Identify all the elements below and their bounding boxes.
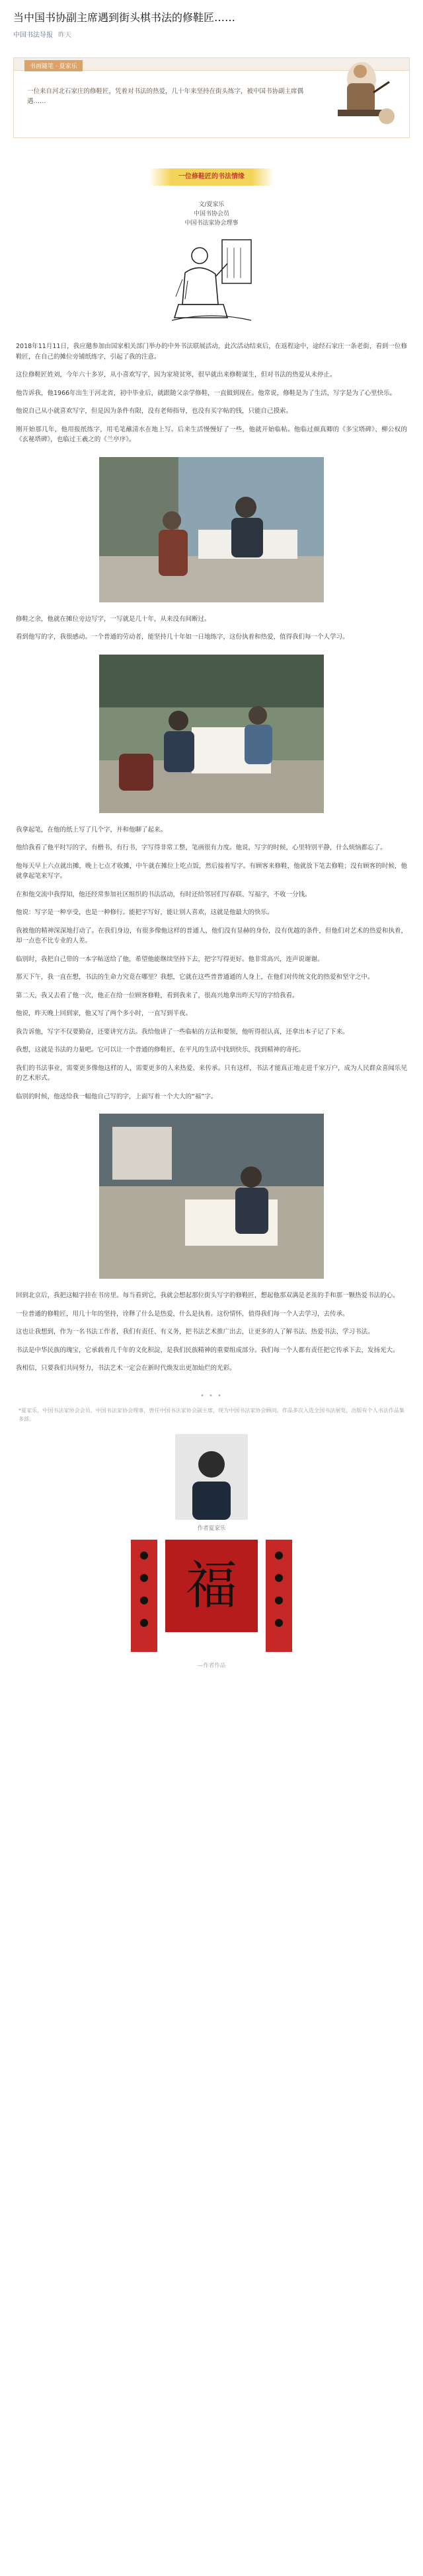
byline-author: 文/夏家乐	[198, 201, 225, 208]
paragraph: 我相信，只要我们共同努力，书法艺术一定会在新时代焕发出更加灿烂的光彩。	[16, 1365, 236, 1372]
paragraph: 2018年11月11日，我应邀参加由国家相关部门举办的中外书法联展活动，此次活动结束后，在返程途中，途经石家庄一条老街，看到一位修鞋匠，在自己的摊位旁铺纸练字，引起了我的注意。	[16, 343, 407, 361]
paragraph: 他每天早上六点就出摊，晚上七点才收摊，中午就在摊位上吃点饭，然后接着写字。有顾客来修鞋，他就放下笔去修鞋；没有顾客的时候，他就拿起笔来写字。	[16, 862, 407, 880]
paragraph: 一位普通的修鞋匠，用几十年的坚持，诠释了什么是热爱，什么是执着。这份情怀，值得我们每一个人去学习，去传承。	[16, 1310, 349, 1318]
paragraph: 他说：写字是一种享受，也是一种修行。能把字写好，能让别人喜欢，这就是他最大的快乐。	[16, 909, 274, 916]
calligraphy-works-row	[0, 1540, 423, 1652]
fu-calligraphy	[165, 1540, 258, 1632]
scholar-illustration-icon	[321, 53, 400, 131]
paragraph: 刚开始那几年，他用报纸练字，用毛笔蘸清水在地上写。后来生活慢慢好了一些，他就开始临帖。他临过颜真卿的《多宝塔碑》、柳公权的《玄秘塔碑》，也临过王羲之的《兰亭序》。	[16, 425, 407, 443]
paragraph: 他给我看了他平时写的字，有楷书，有行书，字写得非常工整，笔画很有力度。他说，写字的时候，心里特别平静，什么烦恼都忘了。	[16, 844, 387, 851]
article-meta	[13, 29, 410, 39]
paragraph: 临别时，我把自己带的一本字帖送给了他，希望他能继续坚持下去，把字写得更好。他非常高兴，连声说谢谢。	[16, 955, 324, 963]
header-summary: 一位来自河北石家庄的修鞋匠，凭着对书法的热爱，几十年来坚持在街头练字，被中国书协副主席偶遇……	[27, 88, 304, 105]
paragraph: 看到他写的字，我很感动。一个普通的劳动者，能坚持几十年如一日地练字，这份执着和热爱，值得我们每一个人学习。	[16, 633, 349, 641]
street-calligraphy-photo-3	[99, 1114, 324, 1279]
author-caption: 作者夏家乐	[197, 1524, 226, 1532]
street-calligraphy-photo-1	[99, 457, 324, 602]
byline-title-1: 中国书协会员	[193, 211, 229, 217]
author-footnote: *夏家乐，中国书法家协会会员，中国书法家协会理事，曾任中国书法家协会副主席，现为中国书法家协会顾问。作品多次入选全国书法展览，出版有个人书法作品集多部。	[19, 1407, 404, 1422]
byline	[0, 200, 423, 228]
couplet-right	[266, 1540, 292, 1652]
article-title: 当中国书协副主席遇到街头棋书法的修鞋匠……	[13, 11, 236, 24]
paragraph: 我拿起笔，在他的纸上写了几个字，并和他聊了起来。	[16, 826, 167, 834]
paragraph: 我被他的精神深深地打动了。在我们身边，有很多像他这样的普通人，他们没有显赫的身份，没有优越的条件，但他们对艺术的热爱和执着，却一点也不比专业的人差。	[16, 927, 407, 945]
paragraph: 他说自己从小就喜欢写字，但是因为条件有限，没有老师指导，也没有买字帖的钱，只能自己摸索。	[16, 408, 293, 415]
paragraph: 第二天，我又去看了他一次，他正在给一位顾客修鞋，看到我来了，很高兴地拿出昨天写的字给我看。	[16, 991, 299, 999]
fu-text: 福	[185, 1556, 238, 1616]
paragraph: 书法是中华民族的瑰宝，它承载着几千年的文化积淀，是我们民族精神的重要组成部分。我们每一个人都有责任把它传承下去，发扬光大。	[16, 1346, 399, 1354]
paragraph: 临别的时候，他送给我一幅他自己写的字，上面写着一个大大的“福”字。	[16, 1092, 217, 1100]
paragraph: 他说，昨天晚上回到家，他又写了两个多小时，一直写到半夜。	[16, 1010, 192, 1017]
account-name[interactable]: 中国书法导报	[13, 32, 53, 39]
street-calligraphy-photo-2	[99, 655, 324, 813]
divider-dots: • • •	[200, 1392, 223, 1400]
paragraph: 我们的书法事业，需要更多像他这样的人，需要更多的人来热爱、来传承。只有这样，书法才能真正地走进千家万户，成为人民群众喜闻乐见的艺术形式。	[16, 1064, 407, 1082]
publish-date: 昨天	[58, 32, 71, 39]
end-caption: —作者作品	[197, 1662, 226, 1669]
ink-sketch-illustration	[159, 233, 264, 332]
paragraph: 在和他交流中我得知，他还经常参加社区组织的书法活动，有时还给邻居们写春联、写福字，不收一分钱。	[16, 890, 311, 898]
paragraph: 修鞋之余，他就在摊位旁边写字，一写就是几十年，从来没有间断过。	[16, 615, 211, 623]
couplet-left	[131, 1540, 157, 1652]
author-portrait	[175, 1434, 248, 1520]
paragraph: 那天下午，我一直在想，书法的生命力究竟在哪里？我想，它就在这些普普通通的人身上，在他们对传统文化的热爱和坚守之中。	[16, 974, 374, 981]
byline-title-2: 中国书法家协会理事	[184, 220, 239, 227]
paragraph: 这也让我想到，作为一名书法工作者，我们有责任、有义务，把书法艺术推广出去，让更多的人了解书法、热爱书法、学习书法。	[16, 1328, 374, 1336]
section-title: 一位修鞋匠的书法情缘	[149, 168, 274, 186]
paragraph: 这位修鞋匠姓刘，今年六十多岁，从小喜欢写字，因为家境贫寒，很早就出来修鞋谋生，但对书法的热爱从未停止。	[16, 371, 336, 378]
column-tag: 书画随笔 · 夏家乐	[24, 60, 83, 71]
paragraph: 我想，这就是书法的力量吧。它可以让一个普通的修鞋匠，在平凡的生活中找到快乐，找到精神的寄托。	[16, 1046, 305, 1054]
header-card	[13, 57, 410, 138]
paragraph: 他告诉我，他1966年出生于河北省，初中毕业后，就跟随父亲学修鞋，一直做到现在。他常说，修鞋是为了生活，写字是为了心里快乐。	[16, 389, 397, 397]
paragraph: 我告诉他，写字不仅要勤奋，还要讲究方法。我给他讲了一些临帖的方法和要领，他听得很认真，还拿出本子记了下来。	[16, 1028, 349, 1036]
paragraph: 回到北京后，我把这幅字挂在书房里。每当看到它，我就会想起那位街头写字的修鞋匠，想起他那双满是老茧的手和那一颗热爱书法的心。	[16, 1292, 399, 1299]
